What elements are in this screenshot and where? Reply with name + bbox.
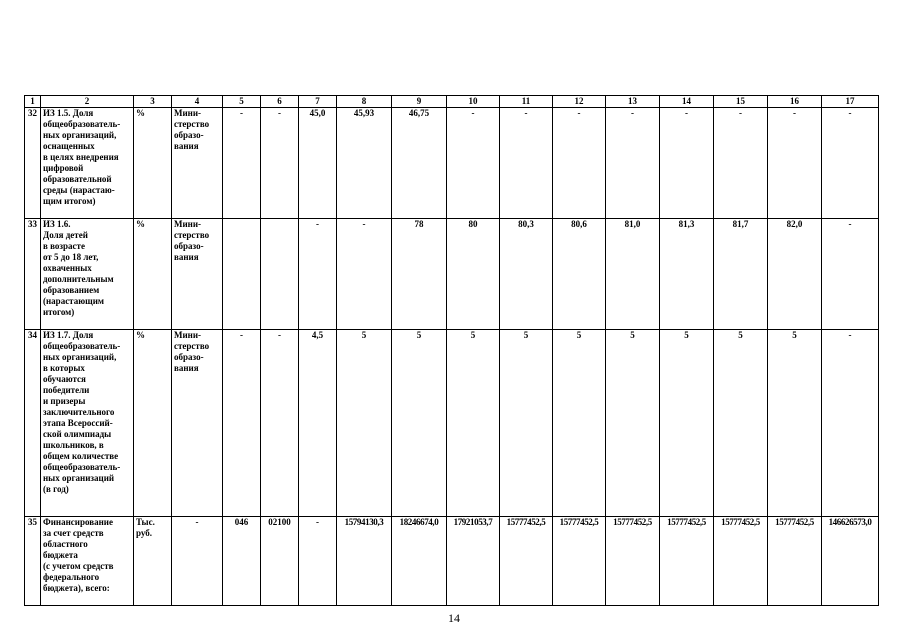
header-cell: 10: [447, 96, 500, 108]
value-cell: 82,0: [768, 219, 822, 330]
table-row: [25, 517, 879, 606]
responsible-org: Мини- стерство образо- вания: [172, 108, 223, 219]
value-cell: 146626573,0: [822, 517, 879, 606]
indicator-name: ИЗ 1.7. Доля общеобразователь- ных организаций, в которых обучаются победители и призеры заключительного этапа Всероссий- ской олимпиады школьников, в общем количестве общеобразователь- ных организаций (в год): [41, 330, 134, 517]
header-cell: 8: [337, 96, 392, 108]
header-cell: 13: [606, 96, 660, 108]
row-number: 32: [25, 108, 41, 219]
value-cell: 80: [447, 219, 500, 330]
value-cell: -: [223, 108, 261, 219]
unit-cell: %: [134, 219, 172, 330]
header-cell: 15: [714, 96, 768, 108]
table-row: [25, 108, 879, 219]
value-cell: -: [553, 108, 606, 219]
header-cell: 14: [660, 96, 714, 108]
header-cell: 16: [768, 96, 822, 108]
responsible-org: Мини- стерство образо- вания: [172, 330, 223, 517]
value-cell: 45,0: [299, 108, 337, 219]
value-cell: 81,3: [660, 219, 714, 330]
value-cell: -: [299, 517, 337, 606]
value-cell: 4,5: [299, 330, 337, 517]
indicator-name: Финансирование за счет средств областного бюджета (с учетом средств федерального бюджета), всего:: [41, 517, 134, 606]
value-cell: 15794130,3: [337, 517, 392, 606]
value-cell: 80,3: [500, 219, 553, 330]
header-cell: 2: [41, 96, 134, 108]
header-cell: 6: [261, 96, 299, 108]
value-cell: 15777452,5: [606, 517, 660, 606]
value-cell: -: [261, 330, 299, 517]
header-cell: 4: [172, 96, 223, 108]
value-cell: 78: [392, 219, 447, 330]
value-cell: -: [768, 108, 822, 219]
value-cell: 15777452,5: [500, 517, 553, 606]
value-cell: 15777452,5: [768, 517, 822, 606]
unit-cell: Тыс. руб.: [134, 517, 172, 606]
value-cell: 15777452,5: [660, 517, 714, 606]
header-cell: 17: [822, 96, 879, 108]
value-cell: 18246674,0: [392, 517, 447, 606]
value-cell: 5: [768, 330, 822, 517]
value-cell: 81,0: [606, 219, 660, 330]
value-cell: 5: [714, 330, 768, 517]
value-cell: -: [606, 108, 660, 219]
value-cell: 5: [337, 330, 392, 517]
value-cell: 81,7: [714, 219, 768, 330]
header-cell: 3: [134, 96, 172, 108]
indicator-name: ИЗ 1.5. Доля общеобразователь- ных организаций, оснащенных в целях внедрения цифровой образовательной среды (нарастаю- щим итогом): [41, 108, 134, 219]
value-cell: 15777452,5: [714, 517, 768, 606]
header-cell: 9: [392, 96, 447, 108]
value-cell: -: [822, 219, 879, 330]
table-row: [25, 330, 879, 517]
value-cell: [223, 219, 261, 330]
budget-code: 02100: [261, 517, 299, 606]
value-cell: 46,75: [392, 108, 447, 219]
value-cell: 5: [553, 330, 606, 517]
unit-cell: %: [134, 108, 172, 219]
value-cell: -: [822, 330, 879, 517]
value-cell: -: [337, 219, 392, 330]
value-cell: -: [500, 108, 553, 219]
value-cell: 5: [606, 330, 660, 517]
value-cell: -: [714, 108, 768, 219]
header-cell: 7: [299, 96, 337, 108]
responsible-org: -: [172, 517, 223, 606]
value-cell: 5: [447, 330, 500, 517]
indicator-name: ИЗ 1.6. Доля детей в возрасте от 5 до 18 лет, охваченных дополнительным образованием (нарастающим итогом): [41, 219, 134, 330]
value-cell: 15777452,5: [553, 517, 606, 606]
page-number: 14: [448, 611, 460, 625]
table-row: [25, 219, 879, 330]
header-cell: 11: [500, 96, 553, 108]
header-cell: 12: [553, 96, 606, 108]
row-number: 35: [25, 517, 41, 606]
row-number: 33: [25, 219, 41, 330]
unit-cell: %: [134, 330, 172, 517]
value-cell: -: [261, 108, 299, 219]
responsible-org: Мини- стерство образо- вания: [172, 219, 223, 330]
value-cell: -: [299, 219, 337, 330]
value-cell: 5: [660, 330, 714, 517]
value-cell: -: [822, 108, 879, 219]
value-cell: 5: [500, 330, 553, 517]
value-cell: -: [660, 108, 714, 219]
value-cell: 45,93: [337, 108, 392, 219]
header-row: [25, 96, 879, 108]
value-cell: 5: [392, 330, 447, 517]
header-cell: 1: [25, 96, 41, 108]
data-table: [24, 95, 879, 606]
value-cell: -: [223, 330, 261, 517]
value-cell: [261, 219, 299, 330]
budget-code: 046: [223, 517, 261, 606]
value-cell: 17921053,7: [447, 517, 500, 606]
value-cell: -: [447, 108, 500, 219]
value-cell: 80,6: [553, 219, 606, 330]
row-number: 34: [25, 330, 41, 517]
header-cell: 5: [223, 96, 261, 108]
